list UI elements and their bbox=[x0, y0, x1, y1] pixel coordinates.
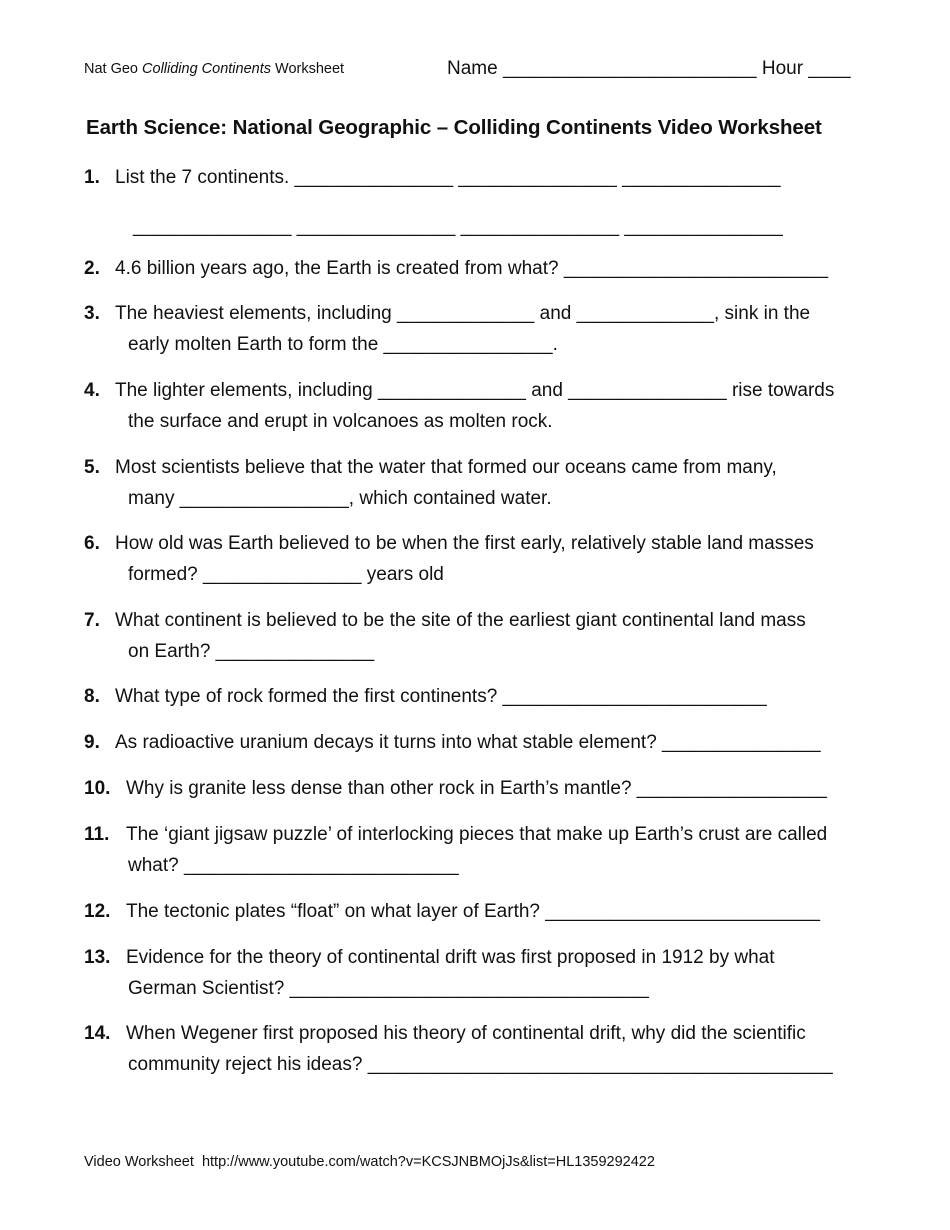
question-text: As radioactive uranium decays it turns into what stable element? _______________ bbox=[115, 732, 821, 753]
question-text-continued: the surface and erupt in volcanoes as molten rock. bbox=[128, 411, 553, 432]
question-12 bbox=[84, 896, 820, 927]
question-number: 14. bbox=[84, 1023, 111, 1044]
footer-video-link: Video Worksheet http://www.youtube.com/watch?v=KCSJNBMOjJs&list=HL1359292422 bbox=[84, 1154, 655, 1170]
question-4 bbox=[84, 375, 834, 437]
question-text: Evidence for the theory of continental drift was first proposed in 1912 by what bbox=[126, 947, 775, 968]
question-13 bbox=[84, 942, 774, 1004]
question-14 bbox=[84, 1018, 833, 1080]
question-1 bbox=[84, 162, 783, 242]
question-3 bbox=[84, 298, 810, 360]
question-text-continued: formed? _______________ years old bbox=[128, 564, 444, 585]
question-number: 8. bbox=[84, 686, 100, 707]
question-9 bbox=[84, 727, 821, 758]
question-text: The tectonic plates “float” on what layer of Earth? __________________________ bbox=[126, 901, 821, 922]
question-text: Why is granite less dense than other rock in Earth’s mantle? __________________ bbox=[126, 778, 827, 799]
question-text: The ‘giant jigsaw puzzle’ of interlocking pieces that make up Earth’s crust are called bbox=[126, 824, 828, 845]
question-text-continued: what? __________________________ bbox=[128, 855, 459, 876]
question-number: 2. bbox=[84, 258, 100, 279]
worksheet-label bbox=[84, 61, 344, 77]
question-text-continued: on Earth? _______________ bbox=[128, 641, 375, 662]
question-text: List the 7 continents. _______________ _______________ _______________ bbox=[115, 167, 781, 188]
question-text: When Wegener first proposed his theory of continental drift, why did the scientific bbox=[126, 1023, 806, 1044]
question-number: 1. bbox=[84, 167, 100, 188]
question-text: The lighter elements, including ______________ and _______________ rise towards bbox=[115, 380, 835, 401]
question-text-continued: German Scientist? __________________________________ bbox=[128, 978, 649, 999]
question-text: What type of rock formed the first continents? _________________________ bbox=[115, 686, 767, 707]
question-2 bbox=[84, 253, 828, 284]
question-text-continued: _______________ _______________ _______________ _______________ bbox=[133, 216, 783, 237]
worksheet-label-suffix: Worksheet bbox=[271, 61, 345, 77]
question-text: Most scientists believe that the water that formed our oceans came from many, bbox=[115, 457, 777, 478]
name-hour-field: Name ________________________ Hour ____ bbox=[447, 58, 851, 79]
question-number: 11. bbox=[84, 824, 110, 845]
question-text: What continent is believed to be the site of the earliest giant continental land mass bbox=[115, 610, 806, 631]
question-5 bbox=[84, 452, 777, 514]
question-text-continued: community reject his ideas? ____________________________________________ bbox=[128, 1054, 833, 1075]
worksheet-label-italic: Colliding Continents bbox=[142, 61, 271, 77]
question-number: 7. bbox=[84, 610, 100, 631]
question-7 bbox=[84, 605, 806, 667]
question-10 bbox=[84, 773, 827, 804]
question-text-continued: early molten Earth to form the ________________. bbox=[128, 334, 558, 355]
question-11 bbox=[84, 819, 827, 881]
question-8 bbox=[84, 681, 767, 712]
question-6 bbox=[84, 528, 814, 590]
question-number: 12. bbox=[84, 901, 111, 922]
question-number: 13. bbox=[84, 947, 111, 968]
question-number: 3. bbox=[84, 303, 100, 324]
question-text: 4.6 billion years ago, the Earth is created from what? _________________________ bbox=[115, 258, 829, 279]
question-number: 6. bbox=[84, 533, 100, 554]
page-title: Earth Science: National Geographic – Colliding Continents Video Worksheet bbox=[86, 116, 822, 139]
question-text-continued: many ________________, which contained water. bbox=[128, 488, 552, 509]
worksheet-label-prefix: Nat Geo bbox=[84, 61, 143, 77]
question-number: 5. bbox=[84, 457, 100, 478]
question-number: 9. bbox=[84, 732, 100, 753]
question-number: 10. bbox=[84, 778, 111, 799]
question-number: 4. bbox=[84, 380, 100, 401]
question-text: How old was Earth believed to be when the first early, relatively stable land masses bbox=[115, 533, 814, 554]
question-text: The heaviest elements, including _____________ and _____________, sink in the bbox=[115, 303, 811, 324]
